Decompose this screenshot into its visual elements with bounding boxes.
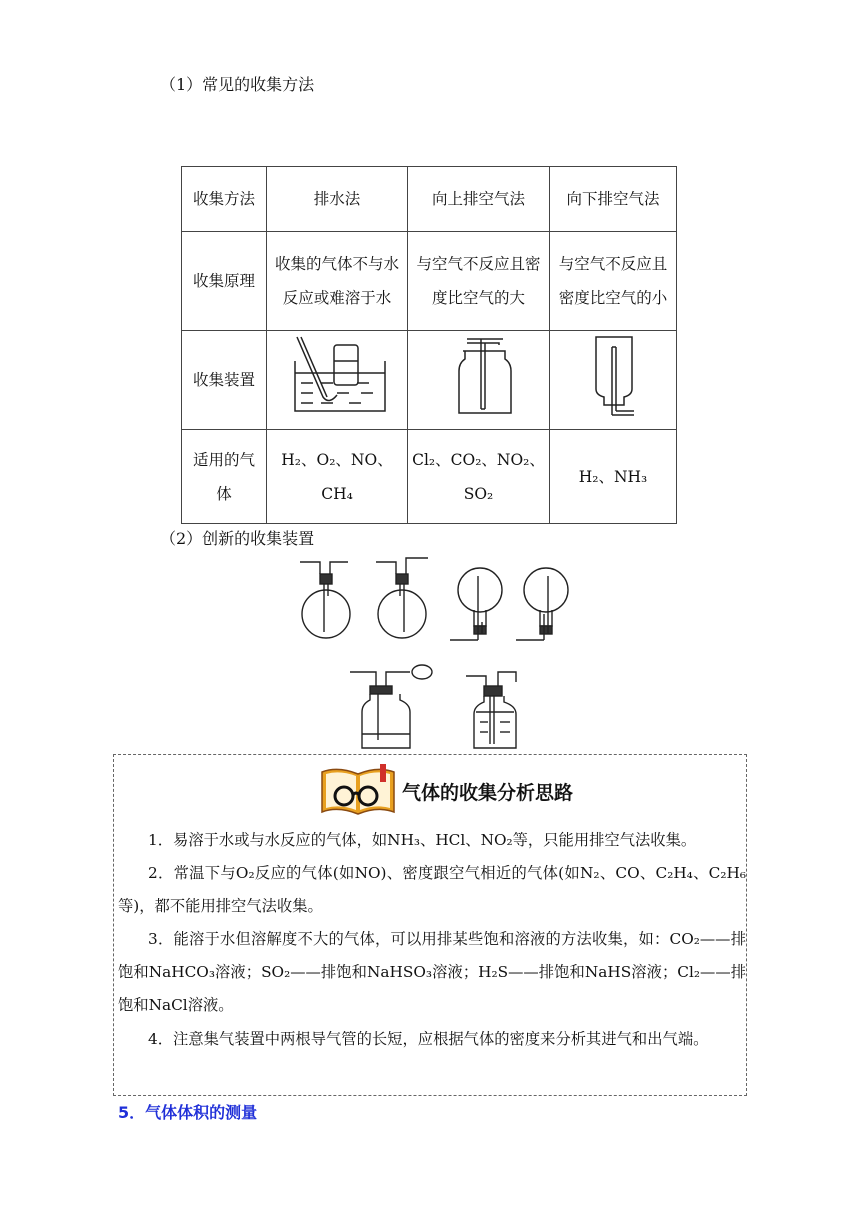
table-cell: H₂、NH₃ [550,430,677,524]
heading-common-methods: （1）常见的收集方法 [160,75,315,94]
row-label: 收集装置 [182,331,267,430]
table-cell: 与空气不反应且密度比空气的大 [408,232,550,331]
innovative-apparatus-illustration [290,552,590,752]
section-5-heading: 5．气体体积的测量 [118,1103,258,1122]
row-label: 适用的气体 [182,430,267,524]
row-label: 收集原理 [182,232,267,331]
table-header: 排水法 [267,167,408,232]
table-cell: 收集的气体不与水反应或难溶于水 [267,232,408,331]
tip-paragraph-3: 3．能溶于水但溶解度不大的气体，可以用排某些饱和溶液的方法收集，如：CO₂——排饱和NaHCO₃溶液；SO₂——排饱和NaHSO₃溶液；H₂S——排饱和NaHS溶液；Cl₂——排饱和NaCl溶液。 [118,930,746,1014]
heading-innovative-devices: （2）创新的收集装置 [160,529,315,548]
book-glasses-icon [318,762,398,818]
table-header: 向上排空气法 [408,167,550,232]
tip-paragraph-2: 2．常温下与O₂反应的气体(如NO)、密度跟空气相近的气体(如N₂、CO、C₂H₄、C₂H₆等)，都不能用排空气法收集。 [118,864,746,915]
table-cell: Cl₂、CO₂、NO₂、SO₂ [408,430,550,524]
table-cell: 与空气不反应且密度比空气的小 [550,232,677,331]
downward-air-apparatus [550,331,677,430]
table-header: 向下排空气法 [550,167,677,232]
tip-paragraph-1: 1．易溶于水或与水反应的气体，如NH₃、HCl、NO₂等，只能用排空气法收集。 [148,831,697,849]
table-cell: H₂、O₂、NO、CH₄ [267,430,408,524]
upward-air-apparatus [408,331,550,430]
tip-paragraph-4: 4．注意集气装置中两根导气管的长短，应根据气体的密度来分析其进气和出气端。 [148,1030,709,1048]
water-displacement-apparatus [267,331,408,430]
tip-title: 气体的收集分析思路 [402,782,574,804]
table-header: 收集方法 [182,167,267,232]
collection-methods-table [181,166,677,524]
